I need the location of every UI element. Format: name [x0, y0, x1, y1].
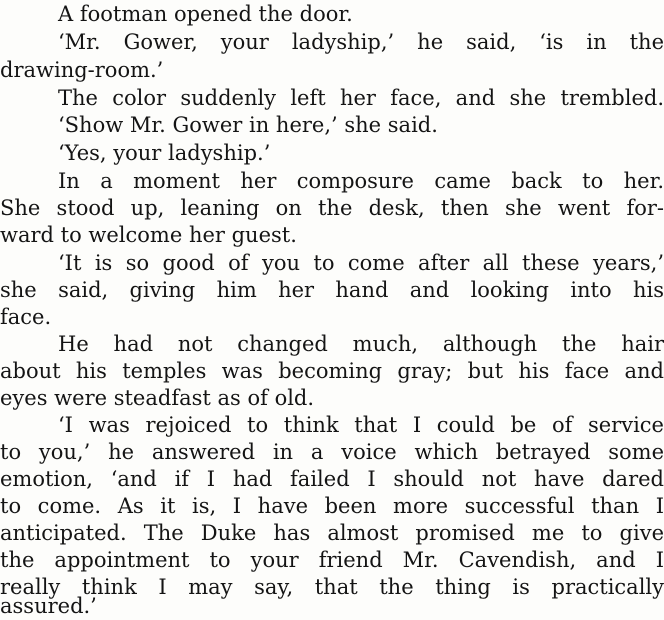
text-line: The color suddenly left her face, and she trembled. — [58, 86, 664, 110]
text-line: assured.’ — [0, 594, 97, 618]
text-line: ‘Mr. Gower, your ladyship,’ he said, ‘is in the — [58, 30, 664, 54]
text-line: eyes were steadfast as of old. — [0, 386, 315, 410]
text-line: the appointment to your friend Mr. Cavendish, and I — [0, 548, 664, 572]
text-line: really think I may say, that the thing is practically — [0, 575, 664, 599]
text-line: anticipated. The Duke has almost promised me to give — [0, 521, 664, 545]
text-line: She stood up, leaning on the desk, then she went for- — [0, 196, 664, 220]
text-line: she said, giving him her hand and looking into his — [0, 278, 664, 302]
text-line: ‘I was rejoiced to think that I could be of service — [58, 413, 664, 437]
text-line: to you,’ he answered in a voice which betrayed some — [0, 440, 664, 464]
text-line: to come. As it is, I have been more successful than I — [0, 494, 664, 518]
text-line: He had not changed much, although the hair — [58, 332, 664, 356]
text-line: face. — [0, 305, 52, 329]
text-line: ‘It is so good of you to come after all these years,’ — [58, 251, 664, 275]
text-line: ‘Yes, your ladyship.’ — [58, 141, 271, 165]
text-line: In a moment her composure came back to her. — [58, 169, 664, 193]
text-line: ward to welcome her guest. — [0, 223, 297, 247]
text-line: emotion, ‘and if I had failed I should not have dared — [0, 467, 664, 491]
text-line: ‘Show Mr. Gower in here,’ she said. — [58, 113, 438, 137]
text-line: A footman opened the door. — [58, 2, 353, 26]
text-line: drawing-room.’ — [0, 58, 164, 82]
text-line: about his temples was becoming gray; but his face and — [0, 359, 664, 383]
